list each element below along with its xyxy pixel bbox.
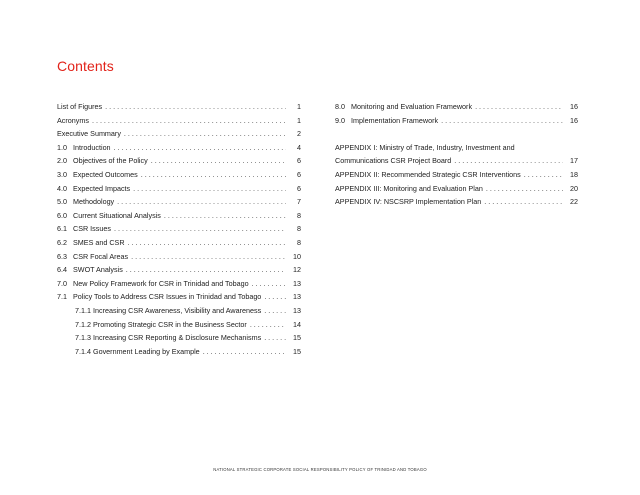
toc-entry[interactable] [57,114,301,128]
toc-label: Acronyms [57,115,89,125]
toc-page: 8 [297,224,301,234]
toc-page: 16 [570,102,578,111]
toc-entry[interactable] [57,141,301,155]
toc-number: 4.0 [57,183,67,193]
toc-entry[interactable] [335,100,578,114]
toc-number: 7.1.2 [75,319,91,329]
toc-sub-entry[interactable] [57,304,301,318]
toc-number: 7.1 [57,292,67,302]
toc-number: 1.0 [57,142,67,152]
toc-page: 12 [293,265,301,275]
toc-page: 20 [570,183,578,193]
toc-number: 7.1.3 [75,333,91,343]
toc-entry[interactable] [57,222,301,236]
toc-page: 4 [297,142,301,152]
toc-label: List of Figures [57,102,103,111]
toc-entry[interactable] [57,236,301,250]
toc-label: Expected Outcomes [73,169,138,179]
toc-number: 6.0 [57,210,67,220]
toc-page: 13 [293,305,301,315]
toc-label: Promoting Strategic CSR in the Business Sector [93,319,247,329]
toc-number: 7.1.4 [75,346,91,356]
toc-left-column [57,100,301,358]
toc-page: 10 [293,251,301,261]
toc-page: 6 [297,156,301,166]
page-footer: NATIONAL STRATEGIC CORPORATE SOCIAL RESPONSIBILITY POLICY OF TRINIDAD AND TOBAGO [213,467,427,472]
toc-page: 6 [297,169,301,179]
toc-label: APPENDIX II: Recommended Strategic CSR Interventions [335,169,521,179]
toc-page: 16 [570,115,578,125]
toc-label: Methodology [73,197,115,207]
toc-page: 22 [570,197,578,207]
toc-entry[interactable] [335,168,578,182]
toc-entry[interactable] [57,290,301,304]
toc-entry[interactable] [57,168,301,182]
toc-entry[interactable] [57,209,301,223]
toc-label: SMES and CSR [73,237,125,247]
toc-sub-entry[interactable] [57,318,301,332]
toc-label: Communications CSR Project Board [335,156,452,166]
toc-label: SWOT Analysis [73,265,123,275]
toc-sub-entry[interactable] [57,331,301,345]
toc-label: Government Leading by Example [93,346,200,356]
toc-right-column [335,100,578,209]
toc-entry[interactable] [57,250,301,264]
toc-page: 7 [297,197,301,207]
toc-entry[interactable] [57,277,301,291]
toc-label: Implementation Framework [351,115,439,125]
toc-label: Increasing CSR Awareness, Visibility and Awareness [93,305,262,315]
toc-label: APPENDIX III: Monitoring and Evaluation Plan [335,183,483,193]
toc-number: 5.0 [57,197,67,207]
toc-number: 7.0 [57,278,67,288]
appendix-i-heading[interactable]: APPENDIX I: Ministry of Trade, Industry, Investment and [335,142,515,152]
toc-entry[interactable] [335,195,578,209]
toc-number: 9.0 [335,115,345,125]
toc-page: 8 [297,237,301,247]
toc-page: 6 [297,183,301,193]
toc-label: New Policy Framework for CSR in Trinidad and Tobago [73,278,249,288]
toc-sub-entry[interactable] [57,345,301,359]
toc-entry[interactable] [335,114,578,128]
toc-number: 7.1.1 [75,305,91,315]
toc-number: 6.4 [57,265,67,275]
toc-label: CSR Issues [73,224,111,234]
toc-entry[interactable] [57,182,301,196]
toc-page: 17 [570,156,578,166]
page-title: Contents [57,58,114,74]
toc-label: Executive Summary [57,129,121,139]
toc-page: 13 [293,292,301,302]
toc-label: Current Situational Analysis [73,210,161,220]
toc-number: 6.2 [57,237,67,247]
toc-label: CSR Focal Areas [73,251,129,261]
toc-entry[interactable] [335,182,578,196]
toc-entry[interactable] [57,263,301,277]
toc-number: 6.3 [57,251,67,261]
toc-number: 8.0 [335,102,345,111]
toc-page: 18 [570,169,578,179]
toc-entry[interactable] [57,195,301,209]
toc-label: Monitoring and Evaluation Framework [351,102,473,111]
toc-page: 15 [293,346,301,356]
toc-page: 1 [297,115,301,125]
toc-label: Introduction [73,142,111,152]
toc-page: 14 [293,319,301,329]
toc-label: Objectives of the Policy [73,156,148,166]
toc-entry[interactable] [57,100,301,114]
toc-entry[interactable] [335,154,578,168]
toc-entry[interactable] [57,127,301,141]
toc-page: 15 [293,333,301,343]
toc-label: Policy Tools to Address CSR Issues in Trinidad and Tobago [73,292,262,302]
toc-number: 2.0 [57,156,67,166]
toc-label: APPENDIX IV: NSCSRP Implementation Plan [335,197,482,207]
toc-number: 3.0 [57,169,67,179]
toc-page: 13 [293,278,301,288]
toc-page: 1 [297,102,301,111]
toc-entry[interactable] [57,154,301,168]
toc-number: 6.1 [57,224,67,234]
toc-page: 2 [297,129,301,139]
toc-label: Expected Impacts [73,183,131,193]
toc-page: 8 [297,210,301,220]
toc-label: Increasing CSR Reporting & Disclosure Mechanisms [93,333,262,343]
